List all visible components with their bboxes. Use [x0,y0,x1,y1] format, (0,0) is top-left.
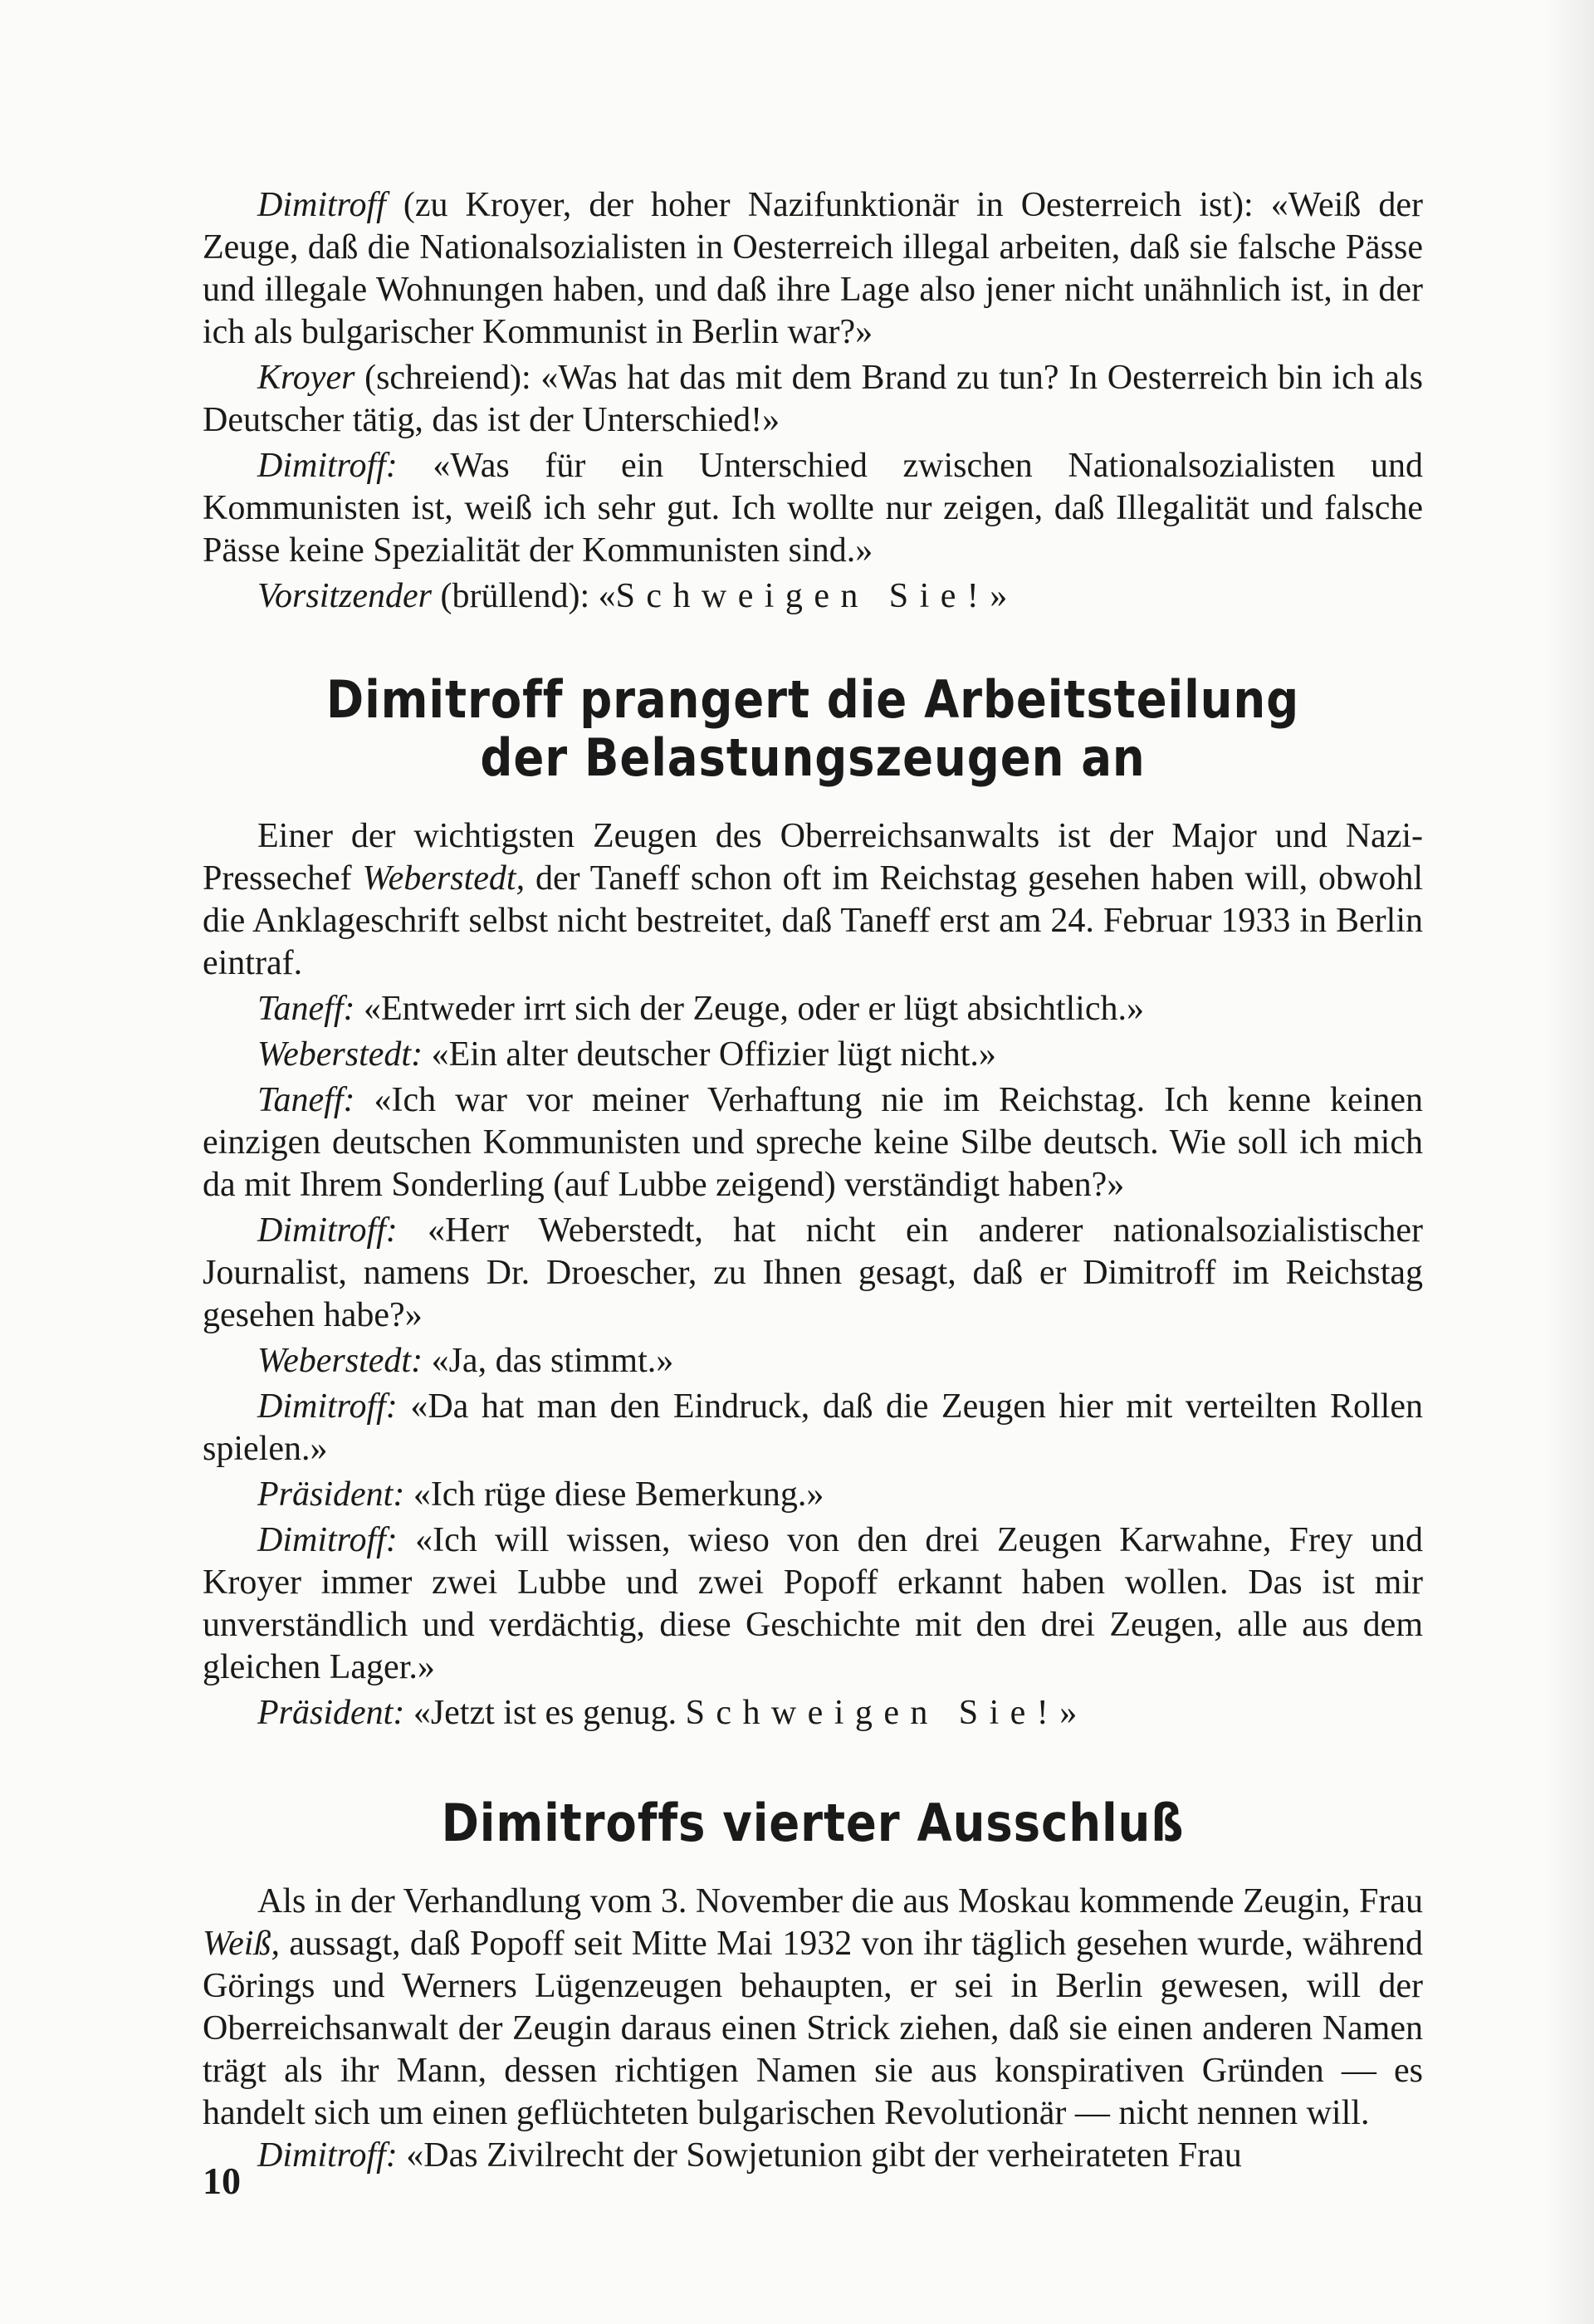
body-text: aussagt, daß Popoff seit Mitte Mai 1932 von ihr täglich gesehen wurde, während Görings und Werners Lügenzeugen behaupten, er sei in Berlin gewesen, will der Oberreichsanwalt der Zeugin daraus einen Strick ziehen, daß sie einen anderen Namen trägt als ihr Mann, dessen richtigen Namen sie aus konspirativen Gründen — es handelt sich um einen geflüchteten bulgarischen Revolutionär — nicht nennen will. [203,1925,1423,2132]
dialogue-paragraph [203,445,1423,572]
speaker-name: Vorsitzender [257,577,432,615]
speech-text: «Ein alter deutscher Offizier lügt nicht.» [423,1035,996,1074]
speech-text: (zu Kroyer, der hoher Nazifunktionär in Oesterreich ist): «Weiß der Zeuge, daß die Nationalsozialisten in Oesterreich illegal arbeiten, daß sie falsche Pässe und illegale Wohnungen haben, und daß ihre Lage also jener nicht unähnlich ist, in der ich als bulgarischer Kommunist in Berlin war?» [203,186,1423,351]
dialogue-paragraph [203,1340,1423,1382]
speech-text: «Ich rüge diese Bemerkung.» [404,1475,824,1514]
speech-text: «Jetzt ist es genug. [404,1694,686,1732]
speaker-name: Dimitroff: [257,1521,398,1559]
page-number: 10 [203,2160,241,2202]
section-heading: Dimitroffs vierter Ausschluß [441,1793,1185,1853]
speaker-name: Dimitroff: [257,1211,398,1250]
speech-text: «Was für ein Unterschied zwischen Nationalsozialisten und Kommunisten ist, weiß ich sehr gut. Ich wollte nur zeigen, daß Illegalität und falsche Pässe keine Spezialität der Kommunisten sind.» [203,447,1423,570]
dialogue-paragraph [203,1519,1423,1689]
speech-text: «Da hat man den Eindruck, daß die Zeugen hier mit verteilten Rollen spielen.» [203,1387,1423,1468]
body-text: Als in der Verhandlung vom 3. November die aus Moskau kommende Zeugin, Frau [257,1882,1423,1920]
dialogue-paragraph [203,1210,1423,1337]
speaker-name: Weberstedt: [257,1035,423,1074]
speech-text: «Das Zivilrecht der Sowjetunion gibt der verheirateten Frau [397,2136,1242,2175]
dialogue-paragraph [203,1474,1423,1516]
speaker-name: Dimitroff: [257,1387,398,1426]
speech-text: «Ich will wissen, wieso von den drei Zeugen Karwahne, Frey und Kroyer immer zwei Lubbe und zwei Popoff erkannt haben wollen. Das ist mir unverständlich und verdächtig, diese Geschichte mit den drei Zeugen, alle aus dem gleichen Lager.» [203,1521,1423,1686]
speaker-name: Weberstedt: [257,1342,423,1380]
dialogue-paragraph [203,357,1423,442]
speech-text: «Ich war vor meiner Verhaftung nie im Reichstag. Ich kenne keinen einzigen deutschen Kommunisten und spreche keine Silbe deutsch. Wie soll ich mich da mit Ihrem Sonderling (auf Lubbe zeigend) verständigt haben?» [203,1081,1423,1204]
dialogue-paragraph [203,1079,1423,1206]
speech-text: «Herr Weberstedt, hat nicht ein anderer nationalsozialistischer Journalist, namens Dr. Droescher, zu Ihnen gesagt, daß er Dimitroff im Reichstag gesehen habe?» [203,1211,1423,1334]
body-text: der Taneff schon oft im Reichstag gesehen haben will, obwohl die Anklageschrift selbst nicht bestreitet, daß Taneff erst am 24. Februar 1933 in Berlin eintraf. [203,859,1423,982]
name-emphasis: Weberstedt, [362,859,526,898]
speaker-name: Dimitroff: [257,2136,398,2175]
dialogue-paragraph [203,575,1423,618]
speaker-name: Taneff: [257,990,355,1028]
speaker-name: Kroyer [257,359,355,397]
body-paragraph [203,815,1423,985]
body-paragraph [203,1881,1423,2135]
dialogue-paragraph [203,1034,1423,1076]
speech-text: «Ja, das stimmt.» [423,1342,674,1380]
speaker-name: Präsident: [257,1694,405,1732]
speech-text: «Entweder irrt sich der Zeuge, oder er lügt absichtlich.» [354,990,1144,1028]
speech-text-end: » [990,577,1008,615]
speech-text: (schreiend): «Was hat das mit dem Brand zu tun? In Oesterreich bin ich als Deutscher tätig, das ist der Unterschied!» [203,359,1423,439]
body-text: Einer der wichtigsten Zeugen des Oberreichsanwalts ist der Major und Nazi-Pressechef [203,817,1423,898]
section-heading: Dimitroff prangert die Arbeitsteilung der Belastungszeugen an [325,669,1300,788]
name-emphasis: Weiß, [203,1925,280,1963]
dialogue-paragraph [203,184,1423,354]
speech-text-end: » [1059,1694,1078,1732]
speaker-name: Präsident: [257,1475,405,1514]
dialogue-paragraph [203,1692,1423,1734]
page-content [203,184,1423,2177]
speaker-name: Dimitroff: [257,447,398,485]
speech-text: (brüllend): « [432,577,616,615]
speaker-name: Dimitroff [257,186,386,224]
spaced-emphasis: Schweigen Sie! [615,577,990,615]
dialogue-paragraph [203,988,1423,1030]
spaced-emphasis: Schweigen Sie! [685,1694,1060,1732]
speaker-name: Taneff: [257,1081,355,1119]
dialogue-paragraph [203,2135,1423,2177]
dialogue-paragraph [203,1386,1423,1470]
